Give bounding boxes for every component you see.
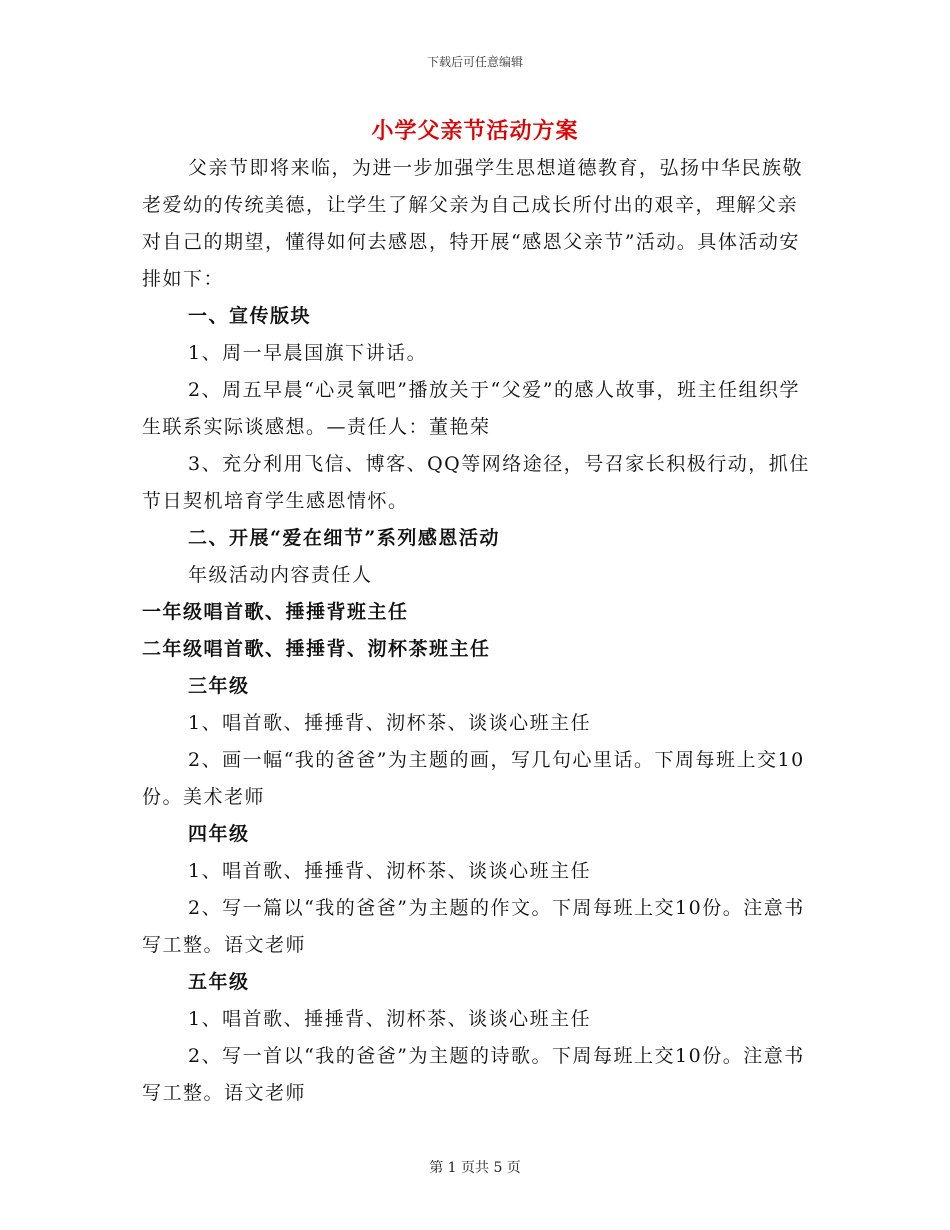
grade-3-heading: 三年级 <box>188 675 250 697</box>
grade-2-activity: 二年级唱首歌、捶捶背、沏杯茶班主任 <box>142 638 491 660</box>
document-title: 小学父亲节活动方案 <box>371 118 579 144</box>
publicity-item-1: 1、周一早晨国旗下讲话。 <box>188 342 428 364</box>
page-header: 下载后可任意编辑 <box>426 55 523 69</box>
publicity-item-2: 2、周五早晨“心灵氧吧”播放关于“父爱”的感人故事，班主任组织学生联系实际谈感想。—责任人：董艳荣 <box>142 379 800 438</box>
grade-4-item-2: 2、写一篇以“我的爸爸”为主题的作文。下周每班上交10份。注意书写工整。语文老师 <box>142 897 805 956</box>
grade-5-item-1: 1、唱首歌、捶捶背、沏杯茶、谈谈心班主任 <box>188 1008 592 1030</box>
publicity-item-3: 3、充分利用飞信、博客、QQ等网络途径，号召家长积极行动，抓住节日契机培育学生感恩情怀。 <box>142 453 810 512</box>
activity-table-header: 年级活动内容责任人 <box>188 564 373 586</box>
grade-4-heading: 四年级 <box>188 823 250 845</box>
section-heading-publicity: 一、宣传版块 <box>188 305 312 327</box>
grade-1-activity: 一年级唱首歌、捶捶背班主任 <box>142 601 409 623</box>
grade-5-item-2: 2、写一首以“我的爸爸”为主题的诗歌。下周每班上交10份。注意书写工整。语文老师 <box>142 1045 805 1104</box>
grade-3-item-1: 1、唱首歌、捶捶背、沏杯茶、谈谈心班主任 <box>188 712 592 734</box>
document-body <box>142 150 812 1112</box>
grade-4-item-1: 1、唱首歌、捶捶背、沏杯茶、谈谈心班主任 <box>188 860 592 882</box>
grade-5-heading: 五年级 <box>188 971 250 993</box>
section-heading-activities: 二、开展“爱在细节”系列感恩活动 <box>188 527 500 549</box>
page-footer: 第 1 页共 5 页 <box>429 1160 521 1176</box>
intro-paragraph: 父亲节即将来临，为进一步加强学生思想道德教育，弘扬中华民族敬老爱幼的传统美德，让学生了解父亲为自己成长所付出的艰辛，理解父亲对自己的期望，懂得如何去感恩，特开展“感恩父亲节”活动。具体活动安排如下： <box>142 157 804 290</box>
grade-3-item-2: 2、画一幅“我的爸爸”为主题的画，写几句心里话。下周每班上交10份。美术老师 <box>142 749 805 808</box>
